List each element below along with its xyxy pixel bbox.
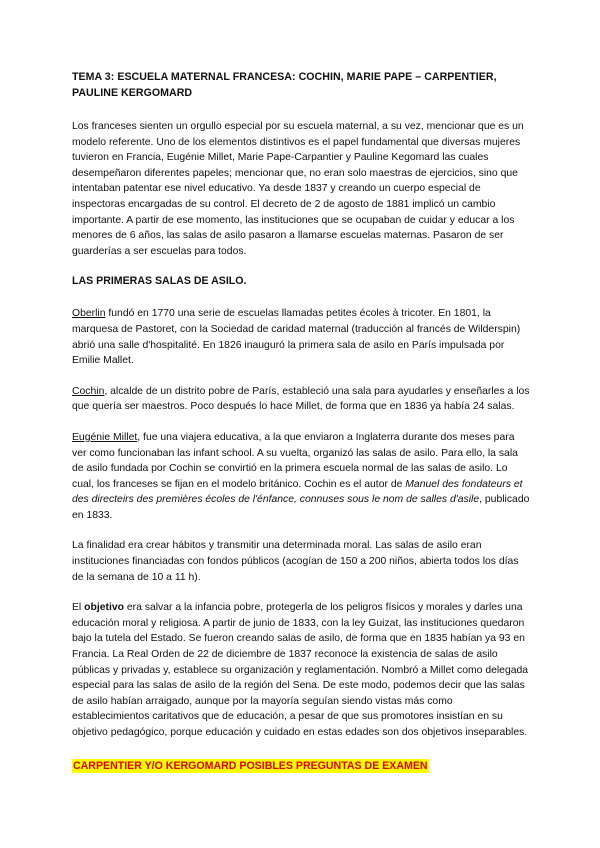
objetivo-text: era salvar a la infancia pobre, protegerla de los peligros físicos y morales y darles una educación moral y religiosa. A partir de junio de 1833, con la ley Guizat, las instituciones quedaron bajo la tutela del Estado. Se fueron creando salas de asilo, de forma que en 1835 habían ya 93 en Francia. La Real Orden de 22 de diciembre de 1837 reconoce la existencia de salas de asilo públicas y privadas y, establece su organización y reglamentación. Nombró a Millet como delegada especial para las salas de asilo de la región del Sena. De este modo, podemos decir que las salas de asilo habían arraigado, aunque por la mayoría seguían siendo vistas más como establecimientos caritativos que de educación, a pesar de que sus promotores insistían en su objetivo pedagógico, porque educación y cuidado en estas edades son dos objetivos inseparables. — [72, 602, 529, 738]
oberlin-paragraph — [72, 306, 530, 368]
oberlin-text: fundó en 1770 una serie de escuelas llamadas petites écoles à tricoter. En 1801, la marquesa de Pastoret, con la Sociedad de caridad maternal (traducción al francés de Wilderspin) abrió una salle d'hospitalité. En 1826 inauguró la primera sala de asilo en París impulsada por Emilie Mallet. — [72, 308, 521, 367]
objetivo-keyword: objetivo — [84, 602, 124, 614]
millet-book-title: Manuel des fondateurs et des directeirs des premières écoles de l'énfance, connuses sous le nom de salles d'asile — [72, 478, 523, 506]
objetivo-paragraph — [72, 600, 530, 740]
millet-paragraph — [72, 430, 530, 524]
oberlin-name: Oberlin — [72, 308, 106, 320]
cochin-text: , alcalde de un distrito pobre de París, estableció una sala para ayudarles y enseñarles a los que quería ser maestros. Poco después lo hace Millet, de forma que en 1836 ya había 24 salas. — [72, 385, 530, 413]
finalidad-paragraph: La finalidad era crear hábitos y transmitir una determinada moral. Las salas de asilo eran instituciones financiadas con fondos públicos (acogían de 150 a 200 niños, abierta todos los días de la semana de 10 a 11 h). — [72, 540, 519, 583]
document-title: TEMA 3: ESCUELA MATERNAL FRANCESA: COCHIN, MARIE PAPE – CARPENTIER, PAULINE KERGOMARD — [72, 71, 497, 99]
cochin-name: Cochin — [72, 385, 105, 397]
exam-note-line — [72, 756, 530, 774]
millet-text: , fue una viajera educativa, a la que enviaron a Inglaterra durante dos meses para ver como funcionaban las infant school. A su vuelta, organizó las salas de asilo. Para ello, la sala de asilo fundada por Cochin se convirtió en la primera escuela normal de las salas de asilo. Lo cual, los franceses se fijan en el modelo británico. Cochin es el autor de — [72, 431, 518, 490]
objetivo-before: El — [72, 602, 85, 614]
intro-paragraph: Los franceses sienten un orgullo especial por su escuela maternal, a su vez, mencionar que es un modelo referente. Uno de los elementos distintivos es el papel fundamental que diversas mujeres tuvieron en Francia, Eugénie Millet, Marie Pape-Carpantier y Pauline Kegomard las cuales desempeñaron diferentes papeles; mencionar que, no eran solo maestras de ejercicios, sino que intentaban patentar ese nivel educativo. Ya desde 1837 y creando un cuerpo especial de inspectoras encargadas de su control. El decreto de 2 de agosto de 1881 implicó un cambio importante. A partir de ese momento, las instituciones que se ocupaban de cuidar y educar a los menores de 6 años, las salas de asilo pasaron a llamarse escuelas maternas. Pasaron de ser guarderías a ser escuelas para todos. — [72, 121, 524, 257]
exam-note: CARPENTIER Y/O KERGOMARD POSIBLES PREGUNTAS DE EXAMEN — [73, 759, 428, 772]
cochin-paragraph — [72, 384, 530, 415]
document-body — [72, 69, 530, 774]
millet-name: Eugénie Millet — [72, 431, 138, 443]
millet-after: , publicado en 1833. — [72, 494, 530, 521]
section-heading: LAS PRIMERAS SALAS DE ASILO. — [72, 275, 247, 288]
